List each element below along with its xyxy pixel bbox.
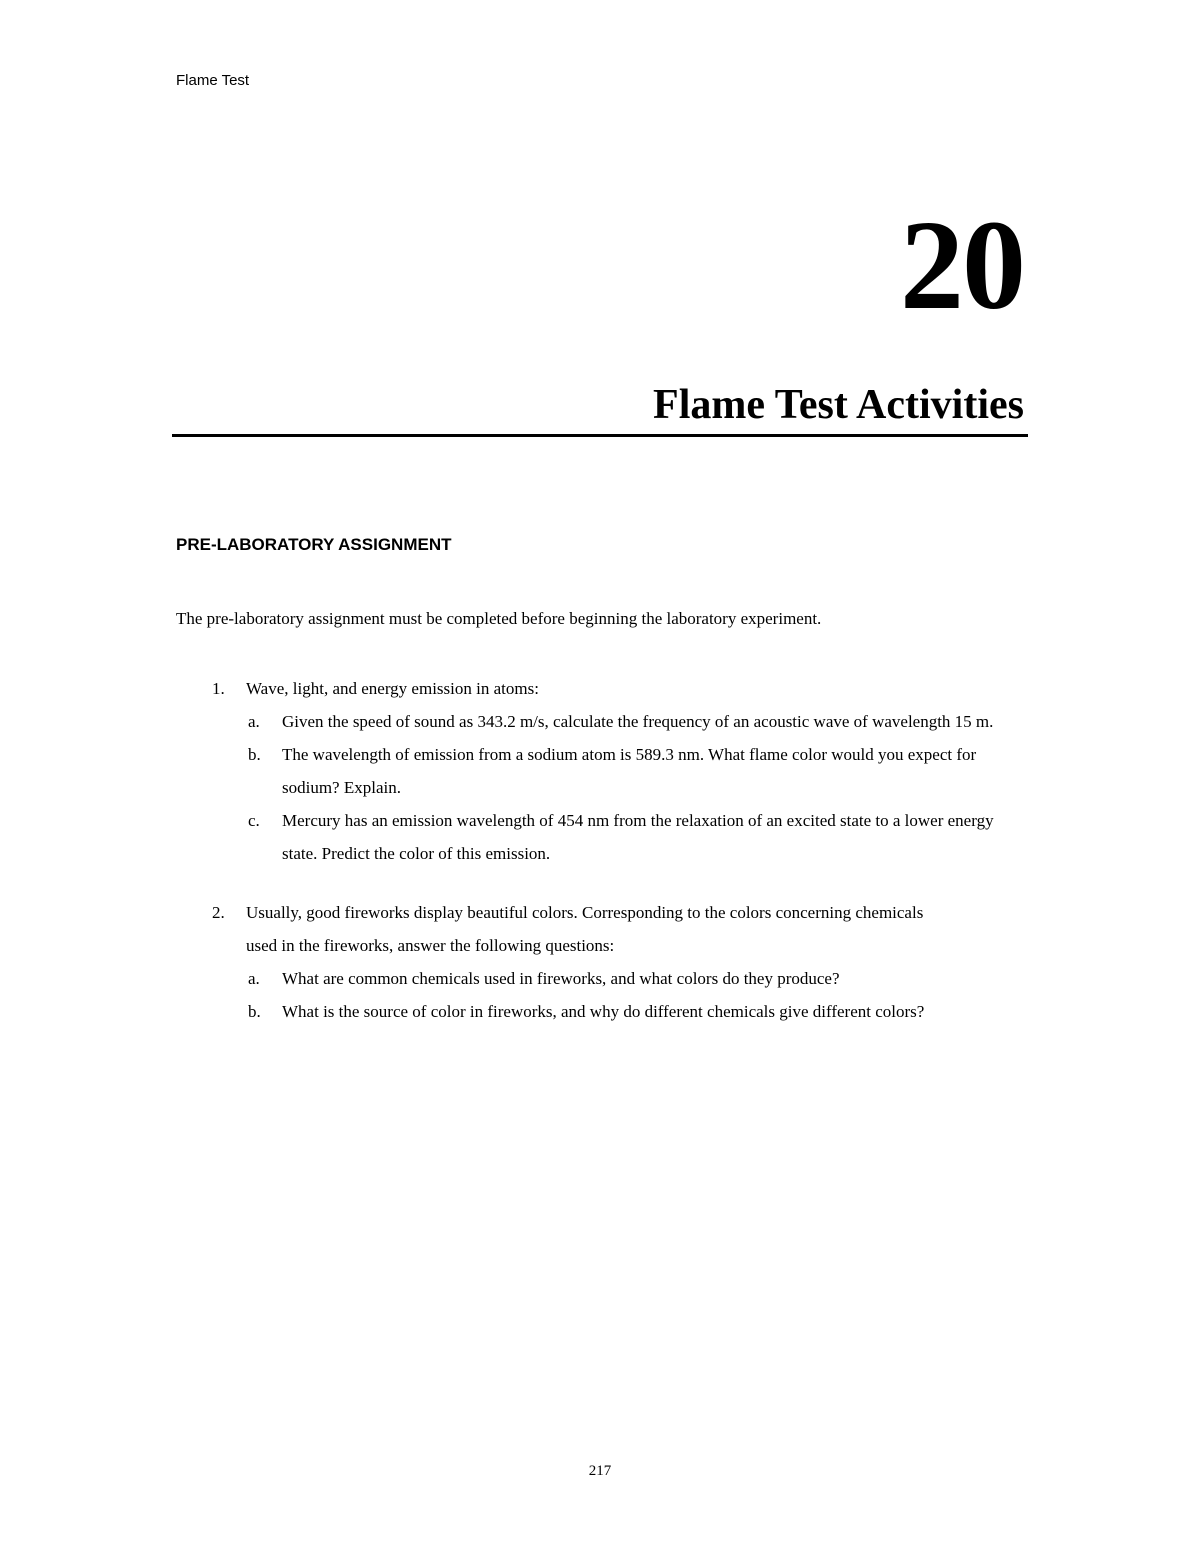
question-1a-letter: a.	[248, 712, 260, 731]
question-1c-text: Mercury has an emission wavelength of 454 nm from the relaxation of an excited state to a lower energy state. Predict the color of this emission.	[282, 811, 994, 863]
question-list	[176, 672, 1036, 1054]
question-2b-letter: b.	[248, 1002, 261, 1021]
question-2-row	[176, 896, 1036, 962]
question-2-parts	[176, 962, 1036, 1028]
question-2	[176, 896, 1036, 1028]
chapter-title: Flame Test Activities	[653, 382, 1024, 428]
question-1b-text: The wavelength of emission from a sodium atom is 589.3 nm. What flame color would you expect for sodium? Explain.	[282, 745, 977, 797]
question-1-parts	[176, 705, 1036, 870]
question-2-number: 2.	[212, 903, 225, 922]
page-number: 217	[588, 1463, 612, 1479]
chapter-number: 20	[900, 194, 1024, 336]
question-1	[176, 672, 1036, 870]
question-1-text: Wave, light, and energy emission in atoms:	[246, 679, 539, 698]
question-2a-letter: a.	[248, 969, 260, 988]
question-1b-letter: b.	[248, 745, 261, 764]
question-2b-text: What is the source of color in fireworks, and why do different chemicals give different colors?	[282, 1002, 925, 1021]
question-2b	[176, 995, 1036, 1028]
question-1a-text: Given the speed of sound as 343.2 m/s, calculate the frequency of an acoustic wave of wavelength 15 m.	[282, 712, 994, 731]
running-header: Flame Test	[176, 72, 250, 89]
section-heading: PRE-LABORATORY ASSIGNMENT	[176, 535, 452, 554]
question-1-number: 1.	[212, 679, 225, 698]
question-1a	[176, 705, 1036, 738]
intro-paragraph: The pre-laboratory assignment must be completed before beginning the laboratory experiment.	[176, 609, 822, 628]
question-1c	[176, 804, 1036, 870]
question-2a-text: What are common chemicals used in fireworks, and what colors do they produce?	[282, 969, 840, 988]
question-1-row	[176, 672, 1036, 705]
question-2-text: Usually, good fireworks display beautiful colors. Corresponding to the colors concerning chemicals used in the fireworks, answer the following questions:	[246, 903, 924, 955]
question-1b	[176, 738, 1036, 804]
title-divider	[172, 434, 1028, 437]
question-1c-letter: c.	[248, 811, 260, 830]
question-2a	[176, 962, 1036, 995]
